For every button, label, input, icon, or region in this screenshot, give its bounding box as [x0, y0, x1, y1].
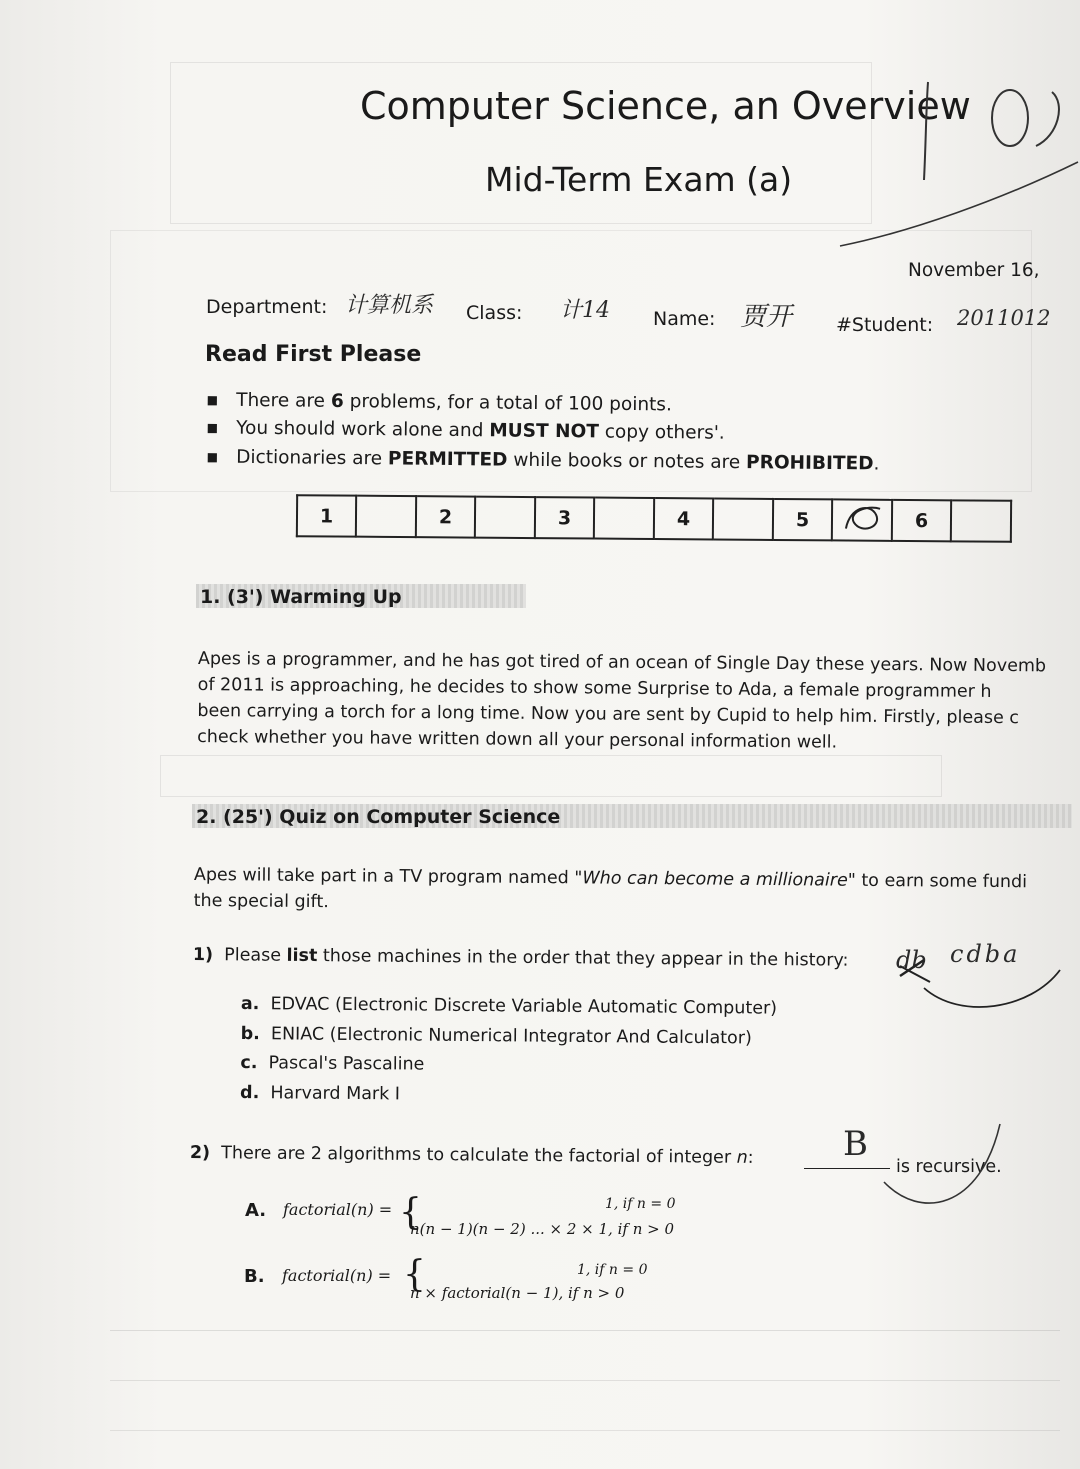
department-label: Department:	[206, 296, 328, 318]
score-cell	[713, 498, 773, 539]
section-2-title: 2. (25') Quiz on Computer Science	[196, 806, 561, 828]
section-1-line: been carrying a torch for a long time. Now you are sent by Cupid to help him. Firstly, please c	[197, 700, 1020, 729]
bleed-through-line	[110, 1380, 1060, 1381]
bleed-through-line	[110, 1330, 1060, 1331]
class-value: 计14	[560, 298, 610, 323]
section-1-line: Apes is a programmer, and he has got tired of an ocean of Single Day these years. Now Novemb	[197, 648, 1047, 677]
option-b: b. ENIAC (Electronic Numerical Integrator And Calculator)	[240, 1023, 752, 1048]
formula-b-lhs: factorial(n) =	[282, 1266, 392, 1285]
exam-title: Computer Science, an Overview	[360, 84, 971, 128]
formula-a-label: A.	[245, 1200, 267, 1221]
score-column-header: 5	[773, 499, 832, 540]
formula-b-case-2: n × factorial(n − 1), if n > 0	[410, 1284, 625, 1302]
exam-date: November 16,	[908, 260, 1040, 281]
instruction-bullet-1: ▪ There are 6 problems, for a total of 100 points.	[205, 389, 673, 416]
formula-a-lhs: factorial(n) =	[283, 1200, 393, 1219]
brace-icon: {	[403, 1254, 426, 1295]
name-value: 贾开	[740, 302, 793, 332]
score-mark-strokes	[830, 70, 1080, 270]
score-column-header: 3	[535, 497, 594, 538]
scribble-mark	[840, 500, 884, 534]
department-value: 计算机系	[345, 293, 434, 318]
score-column-header: 4	[654, 498, 713, 539]
formula-b-case-1: 1, if n = 0	[577, 1262, 648, 1278]
instruction-bullet-3: ▪ Dictionaries are PERMITTED while books or notes are PROHIBITED.	[205, 446, 880, 475]
question-1-struck-answer: db	[896, 946, 927, 974]
score-cell	[356, 496, 416, 537]
student-number-label: #Student:	[836, 314, 934, 336]
bullet-icon: ▪	[205, 389, 219, 411]
score-cell	[594, 498, 654, 539]
question-2-answer: B	[843, 1124, 868, 1164]
question-1-answer: cdba	[950, 940, 1021, 968]
bleed-through-line	[110, 1430, 1060, 1431]
class-label: Class:	[466, 302, 523, 324]
question-2-suffix: is recursive.	[896, 1157, 1002, 1177]
formula-b-label: B.	[244, 1266, 265, 1287]
score-column-header: 1	[297, 495, 356, 536]
bullet-icon: ▪	[205, 446, 219, 468]
section-1-line: of 2011 is approaching, he decides to show some Surprise to Ada, a female programmer h	[197, 674, 992, 702]
section-1-paragraph	[197, 646, 1046, 757]
score-mark	[993, 86, 1021, 137]
answer-blank-line	[804, 1168, 890, 1169]
option-d: d. Harvard Mark I	[240, 1082, 401, 1104]
student-number-value: 2011012	[957, 306, 1051, 330]
bullet-icon: ▪	[205, 417, 219, 439]
score-column-header: 6	[892, 500, 951, 541]
option-c: c. Pascal's Pascaline	[240, 1052, 425, 1075]
question-1-check-strokes	[890, 940, 1070, 1020]
score-table	[296, 494, 1012, 543]
name-label: Name:	[653, 308, 716, 330]
bleed-through-table	[160, 755, 942, 797]
option-a: a. EDVAC (Electronic Discrete Variable Automatic Computer)	[240, 993, 778, 1019]
instructions-heading: Read First Please	[205, 342, 422, 367]
brace-icon: {	[399, 1192, 422, 1233]
question-2-check-strokes	[880, 1120, 1010, 1230]
formula-a-case-2: n(n − 1)(n − 2) ... × 2 × 1, if n > 0	[410, 1220, 675, 1238]
section-1-line: check whether you have written down all your personal information well.	[197, 726, 838, 753]
score-column-header: 2	[416, 496, 475, 537]
score-cell	[832, 499, 892, 540]
score-cell	[951, 500, 1011, 541]
exam-subtitle: Mid-Term Exam (a)	[485, 160, 793, 199]
section-1-title: 1. (3') Warming Up	[200, 586, 402, 608]
section-2-intro: Apes will take part in a TV program named "Who can become a millionaire" to earn some fundi the special gift.	[193, 864, 1028, 913]
question-1-options	[240, 990, 777, 1113]
formula-a-case-1: 1, if n = 0	[605, 1196, 676, 1212]
question-2: 2) There are 2 algorithms to calculate the factorial of integer n:	[189, 1142, 754, 1168]
question-1: 1) Please list those machines in the order that they appear in the history:	[192, 944, 849, 971]
instruction-bullet-2: ▪ You should work alone and MUST NOT copy others'.	[205, 417, 725, 444]
score-cell	[475, 497, 535, 538]
